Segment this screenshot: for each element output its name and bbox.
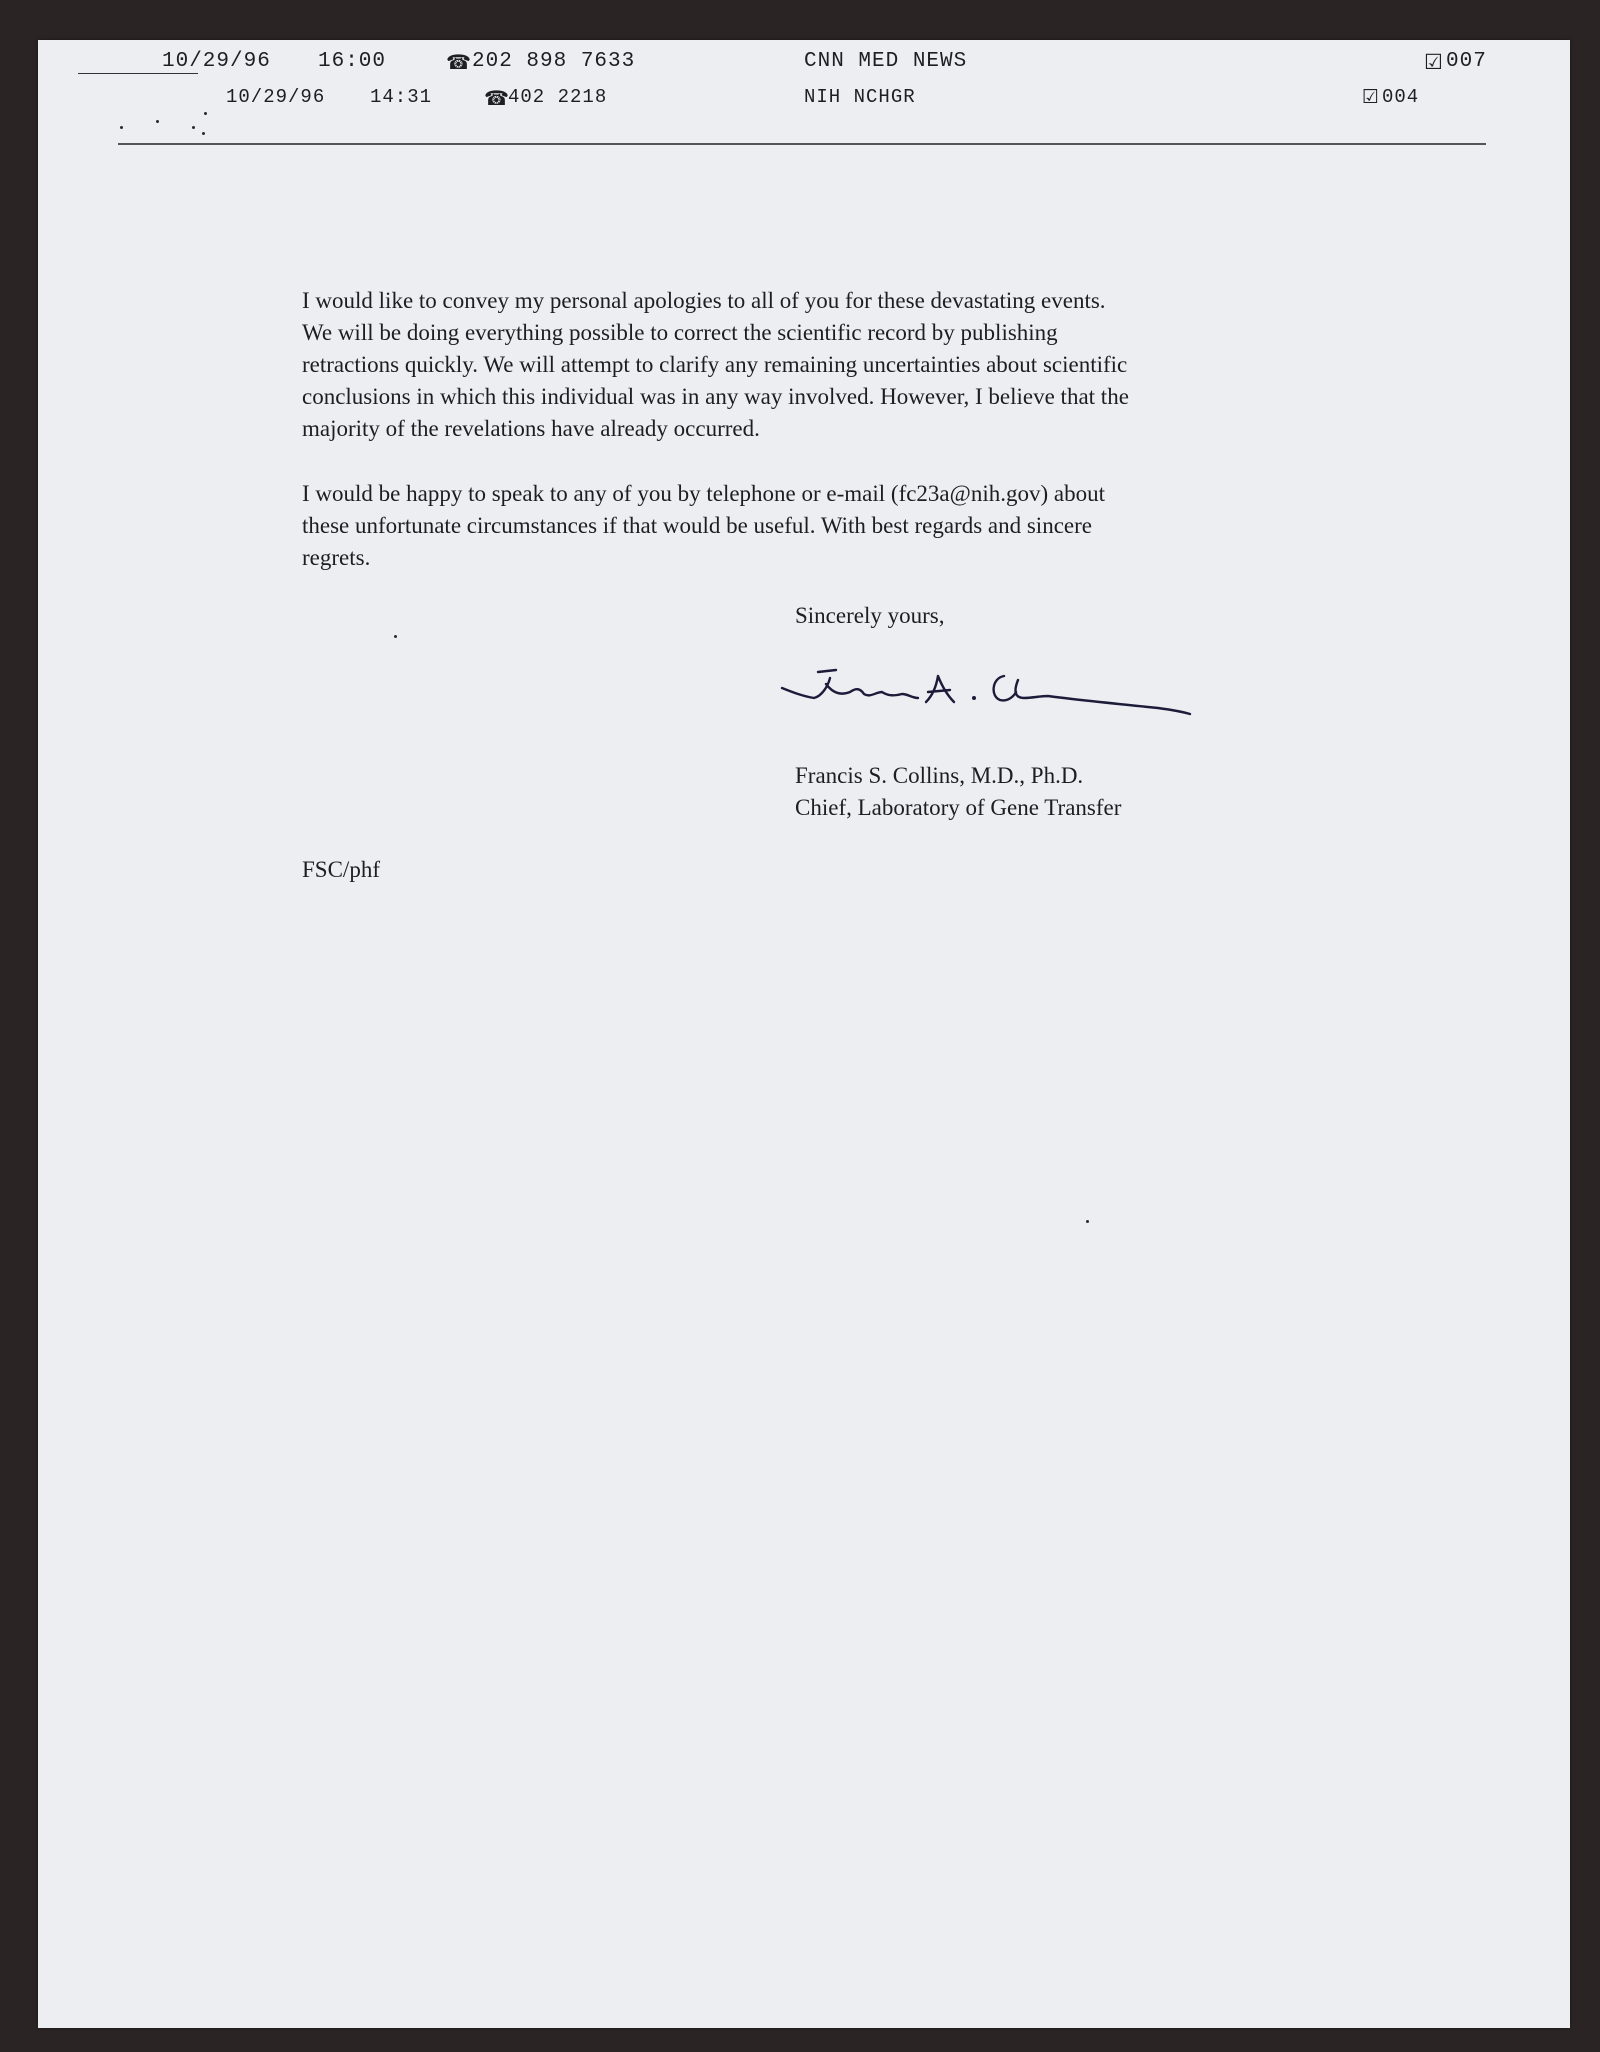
paragraph-line: I would be happy to speak to any of you by telephone or e-mail (fc23a@nih.gov) about bbox=[302, 481, 1105, 506]
letter-paragraph-2 bbox=[302, 478, 1352, 574]
fax-page bbox=[38, 40, 1570, 2028]
fax-header-line-1 bbox=[38, 50, 1570, 80]
header-underline bbox=[78, 73, 198, 74]
fax-header-1-sender: CNN MED NEWS bbox=[804, 50, 968, 73]
fax-header-line-2 bbox=[38, 86, 1570, 116]
paragraph-line: retractions quickly. We will attempt to clarify any remaining uncertainties about scientific bbox=[302, 352, 1128, 377]
paragraph-line: conclusions in which this individual was in any way involved. However, I believe that the bbox=[302, 384, 1129, 409]
paragraph-line: regrets. bbox=[302, 545, 371, 570]
fax-header-2-sender: NIH NCHGR bbox=[804, 86, 916, 108]
closing: Sincerely yours, bbox=[795, 603, 945, 628]
letter-paragraph-1 bbox=[302, 285, 1352, 445]
fax-header-2-phone: 402 2218 bbox=[508, 86, 608, 108]
paragraph-line: We will be doing everything possible to correct the scientific record by publishing bbox=[302, 320, 1058, 345]
fax-box-icon: ☑ bbox=[1362, 86, 1381, 108]
fax-box-icon: ☑ bbox=[1424, 50, 1444, 74]
signer-title: Chief, Laboratory of Gene Transfer bbox=[795, 795, 1122, 820]
signer-name: Francis S. Collins, M.D., Ph.D. bbox=[795, 763, 1084, 788]
fax-header-2-page: 004 bbox=[1382, 86, 1420, 108]
fax-header-1-page: 007 bbox=[1446, 50, 1487, 73]
fax-header-2-date: 10/29/96 bbox=[226, 86, 326, 108]
fax-header-2-time: 14:31 bbox=[370, 86, 433, 108]
signature-image bbox=[778, 662, 1198, 732]
fax-header-1-date: 10/29/96 bbox=[162, 50, 271, 73]
paragraph-line: I would like to convey my personal apologies to all of you for these devastating events. bbox=[302, 288, 1106, 313]
paragraph-line: these unfortunate circumstances if that would be useful. With best regards and sincere bbox=[302, 513, 1092, 538]
typist-initials: FSC/phf bbox=[302, 857, 380, 882]
telephone-icon: ☎ bbox=[484, 86, 510, 110]
fax-header-1-phone: 202 898 7633 bbox=[472, 50, 636, 73]
fax-header-1-time: 16:00 bbox=[318, 50, 387, 73]
signature-block bbox=[795, 760, 1121, 824]
telephone-icon: ☎ bbox=[446, 50, 472, 74]
paragraph-line: majority of the revelations have already occurred. bbox=[302, 416, 760, 441]
header-rule bbox=[118, 143, 1486, 145]
